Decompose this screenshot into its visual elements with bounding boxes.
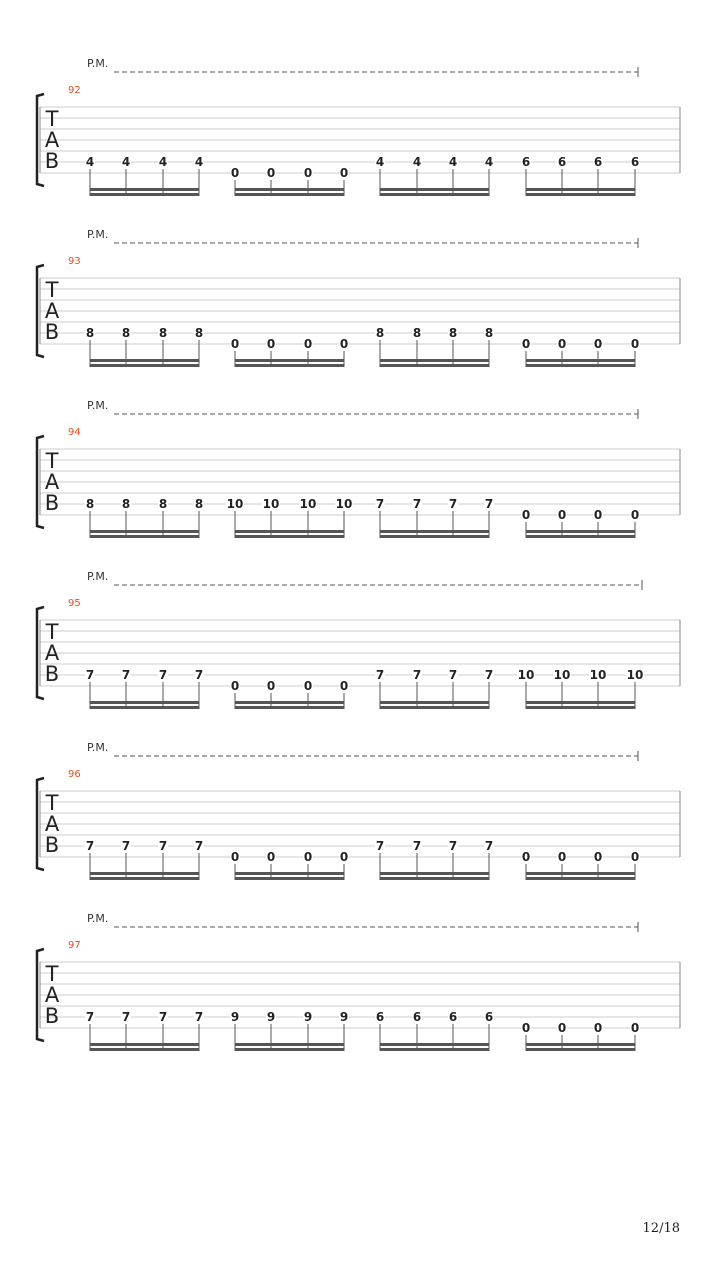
palm-mute-label: P.M. <box>87 741 109 754</box>
fret-number: 0 <box>230 850 240 864</box>
fret-number: 7 <box>412 668 422 682</box>
beam-primary <box>526 701 635 704</box>
fret-number: 8 <box>194 497 204 511</box>
beam-primary <box>380 701 489 704</box>
palm-mute-label: P.M. <box>87 228 109 241</box>
fret-number: 6 <box>521 155 531 169</box>
beam-primary <box>235 701 344 704</box>
beam-secondary <box>526 364 635 367</box>
beam-primary <box>526 1043 635 1046</box>
fret-number: 7 <box>121 1010 131 1024</box>
fret-number: 7 <box>158 1010 168 1024</box>
fret-number: 0 <box>593 508 603 522</box>
tab-system <box>37 228 680 367</box>
beam-primary <box>90 530 199 533</box>
fret-number: 4 <box>85 155 95 169</box>
beam-primary <box>235 188 344 191</box>
beam-secondary <box>90 1048 199 1051</box>
tab-clef-letter: T <box>45 107 59 131</box>
fret-number: 0 <box>521 1021 531 1035</box>
fret-number: 4 <box>412 155 422 169</box>
fret-number: 0 <box>339 166 349 180</box>
fret-number: 8 <box>484 326 494 340</box>
beam-secondary <box>380 706 489 709</box>
fret-number: 9 <box>266 1010 276 1024</box>
fret-number: 0 <box>303 679 313 693</box>
tab-clef-letter: A <box>44 299 60 323</box>
fret-number: 0 <box>230 337 240 351</box>
fret-number: 0 <box>630 508 640 522</box>
fret-number: 8 <box>85 497 95 511</box>
tab-clef-letter: T <box>45 620 59 644</box>
tab-clef-letter: T <box>45 962 59 986</box>
fret-number: 10 <box>226 497 244 511</box>
fret-number: 0 <box>339 337 349 351</box>
fret-number: 7 <box>412 839 422 853</box>
beam-primary <box>526 530 635 533</box>
fret-number: 0 <box>593 1021 603 1035</box>
fret-number: 6 <box>630 155 640 169</box>
fret-number: 10 <box>262 497 280 511</box>
beam-secondary <box>526 193 635 196</box>
fret-number: 0 <box>557 508 567 522</box>
beam-primary <box>235 359 344 362</box>
fret-number: 0 <box>266 166 276 180</box>
fret-number: 8 <box>448 326 458 340</box>
tab-clef-letter: A <box>44 470 60 494</box>
tab-system <box>37 741 680 880</box>
palm-mute-label: P.M. <box>87 57 109 70</box>
fret-number: 4 <box>448 155 458 169</box>
fret-number: 7 <box>85 668 95 682</box>
fret-number: 9 <box>303 1010 313 1024</box>
fret-number: 10 <box>553 668 571 682</box>
beam-secondary <box>90 193 199 196</box>
fret-number: 7 <box>484 497 494 511</box>
fret-number: 9 <box>339 1010 349 1024</box>
beam-primary <box>380 188 489 191</box>
beam-secondary <box>380 1048 489 1051</box>
fret-number: 7 <box>194 1010 204 1024</box>
fret-number: 7 <box>194 839 204 853</box>
beam-secondary <box>526 1048 635 1051</box>
measure-number: 94 <box>68 427 81 438</box>
beam-primary <box>90 1043 199 1046</box>
fret-number: 6 <box>412 1010 422 1024</box>
fret-number: 7 <box>121 839 131 853</box>
fret-number: 0 <box>266 679 276 693</box>
fret-number: 7 <box>448 839 458 853</box>
fret-number: 7 <box>412 497 422 511</box>
beam-primary <box>526 359 635 362</box>
fret-number: 0 <box>521 337 531 351</box>
fret-number: 0 <box>339 679 349 693</box>
fret-number: 8 <box>375 326 385 340</box>
tab-system <box>37 57 680 196</box>
beam-primary <box>526 188 635 191</box>
tab-clef-letter: A <box>44 812 60 836</box>
beam-primary <box>235 530 344 533</box>
fret-number: 7 <box>448 497 458 511</box>
beam-primary <box>90 872 199 875</box>
fret-number: 0 <box>630 337 640 351</box>
beam-primary <box>235 1043 344 1046</box>
tab-clef-letter: T <box>45 278 59 302</box>
beam-secondary <box>380 193 489 196</box>
fret-number: 9 <box>230 1010 240 1024</box>
fret-number: 0 <box>266 850 276 864</box>
beam-secondary <box>235 706 344 709</box>
tab-clef-letter: B <box>44 1004 60 1028</box>
fret-number: 7 <box>375 839 385 853</box>
palm-mute-label: P.M. <box>87 399 109 412</box>
beam-secondary <box>90 535 199 538</box>
fret-number: 10 <box>626 668 644 682</box>
beam-primary <box>380 530 489 533</box>
palm-mute-label: P.M. <box>87 912 109 925</box>
fret-number: 0 <box>266 337 276 351</box>
fret-number: 6 <box>484 1010 494 1024</box>
fret-number: 4 <box>158 155 168 169</box>
fret-number: 0 <box>303 850 313 864</box>
beam-primary <box>235 872 344 875</box>
fret-number: 0 <box>230 679 240 693</box>
fret-number: 7 <box>375 668 385 682</box>
fret-number: 7 <box>158 839 168 853</box>
fret-number: 10 <box>589 668 607 682</box>
fret-number: 8 <box>85 326 95 340</box>
tab-clef-letter: A <box>44 983 60 1007</box>
fret-number: 0 <box>521 850 531 864</box>
beam-secondary <box>526 877 635 880</box>
fret-number: 8 <box>121 326 131 340</box>
fret-number: 8 <box>158 326 168 340</box>
beam-primary <box>380 1043 489 1046</box>
fret-number: 7 <box>194 668 204 682</box>
fret-number: 7 <box>375 497 385 511</box>
page-number: 12/18 <box>642 1221 680 1236</box>
tab-clef-letter: B <box>44 662 60 686</box>
fret-number: 7 <box>121 668 131 682</box>
measure-number: 96 <box>68 769 81 780</box>
beam-secondary <box>90 877 199 880</box>
tab-clef-letter: A <box>44 128 60 152</box>
beam-secondary <box>380 535 489 538</box>
fret-number: 6 <box>557 155 567 169</box>
fret-number: 8 <box>158 497 168 511</box>
tab-clef-letter: B <box>44 320 60 344</box>
tab-clef-letter: B <box>44 833 60 857</box>
fret-number: 4 <box>484 155 494 169</box>
fret-number: 6 <box>448 1010 458 1024</box>
fret-number: 0 <box>230 166 240 180</box>
tab-system <box>37 912 680 1051</box>
fret-number: 0 <box>557 1021 567 1035</box>
fret-number: 10 <box>299 497 317 511</box>
beam-secondary <box>380 877 489 880</box>
beam-secondary <box>235 193 344 196</box>
fret-number: 7 <box>484 668 494 682</box>
fret-number: 4 <box>194 155 204 169</box>
fret-number: 10 <box>335 497 353 511</box>
fret-number: 0 <box>593 850 603 864</box>
beam-primary <box>380 872 489 875</box>
measure-number: 97 <box>68 940 81 951</box>
beam-primary <box>90 188 199 191</box>
fret-number: 0 <box>303 166 313 180</box>
fret-number: 0 <box>630 1021 640 1035</box>
fret-number: 7 <box>158 668 168 682</box>
beam-secondary <box>380 364 489 367</box>
fret-number: 10 <box>517 668 535 682</box>
beam-secondary <box>526 706 635 709</box>
tab-clef-letter: T <box>45 791 59 815</box>
tab-clef-letter: B <box>44 149 60 173</box>
fret-number: 0 <box>339 850 349 864</box>
fret-number: 0 <box>557 850 567 864</box>
fret-number: 0 <box>521 508 531 522</box>
fret-number: 7 <box>85 1010 95 1024</box>
measure-number: 95 <box>68 598 81 609</box>
palm-mute-label: P.M. <box>87 570 109 583</box>
fret-number: 6 <box>375 1010 385 1024</box>
beam-secondary <box>235 1048 344 1051</box>
beam-secondary <box>90 706 199 709</box>
tab-system <box>37 399 680 538</box>
tab-system <box>37 570 680 709</box>
fret-number: 4 <box>375 155 385 169</box>
beam-secondary <box>90 364 199 367</box>
fret-number: 0 <box>303 337 313 351</box>
measure-number: 92 <box>68 85 81 96</box>
beam-primary <box>90 701 199 704</box>
tab-clef-letter: T <box>45 449 59 473</box>
beam-secondary <box>235 364 344 367</box>
beam-primary <box>90 359 199 362</box>
fret-number: 0 <box>593 337 603 351</box>
beam-secondary <box>235 877 344 880</box>
measure-number: 93 <box>68 256 81 267</box>
fret-number: 0 <box>557 337 567 351</box>
fret-number: 8 <box>412 326 422 340</box>
fret-number: 7 <box>484 839 494 853</box>
fret-number: 4 <box>121 155 131 169</box>
fret-number: 0 <box>630 850 640 864</box>
fret-number: 8 <box>194 326 204 340</box>
fret-number: 8 <box>121 497 131 511</box>
beam-secondary <box>235 535 344 538</box>
beam-primary <box>526 872 635 875</box>
beam-secondary <box>526 535 635 538</box>
fret-number: 6 <box>593 155 603 169</box>
tab-clef-letter: B <box>44 491 60 515</box>
fret-number: 7 <box>448 668 458 682</box>
beam-primary <box>380 359 489 362</box>
tab-clef-letter: A <box>44 641 60 665</box>
fret-number: 7 <box>85 839 95 853</box>
